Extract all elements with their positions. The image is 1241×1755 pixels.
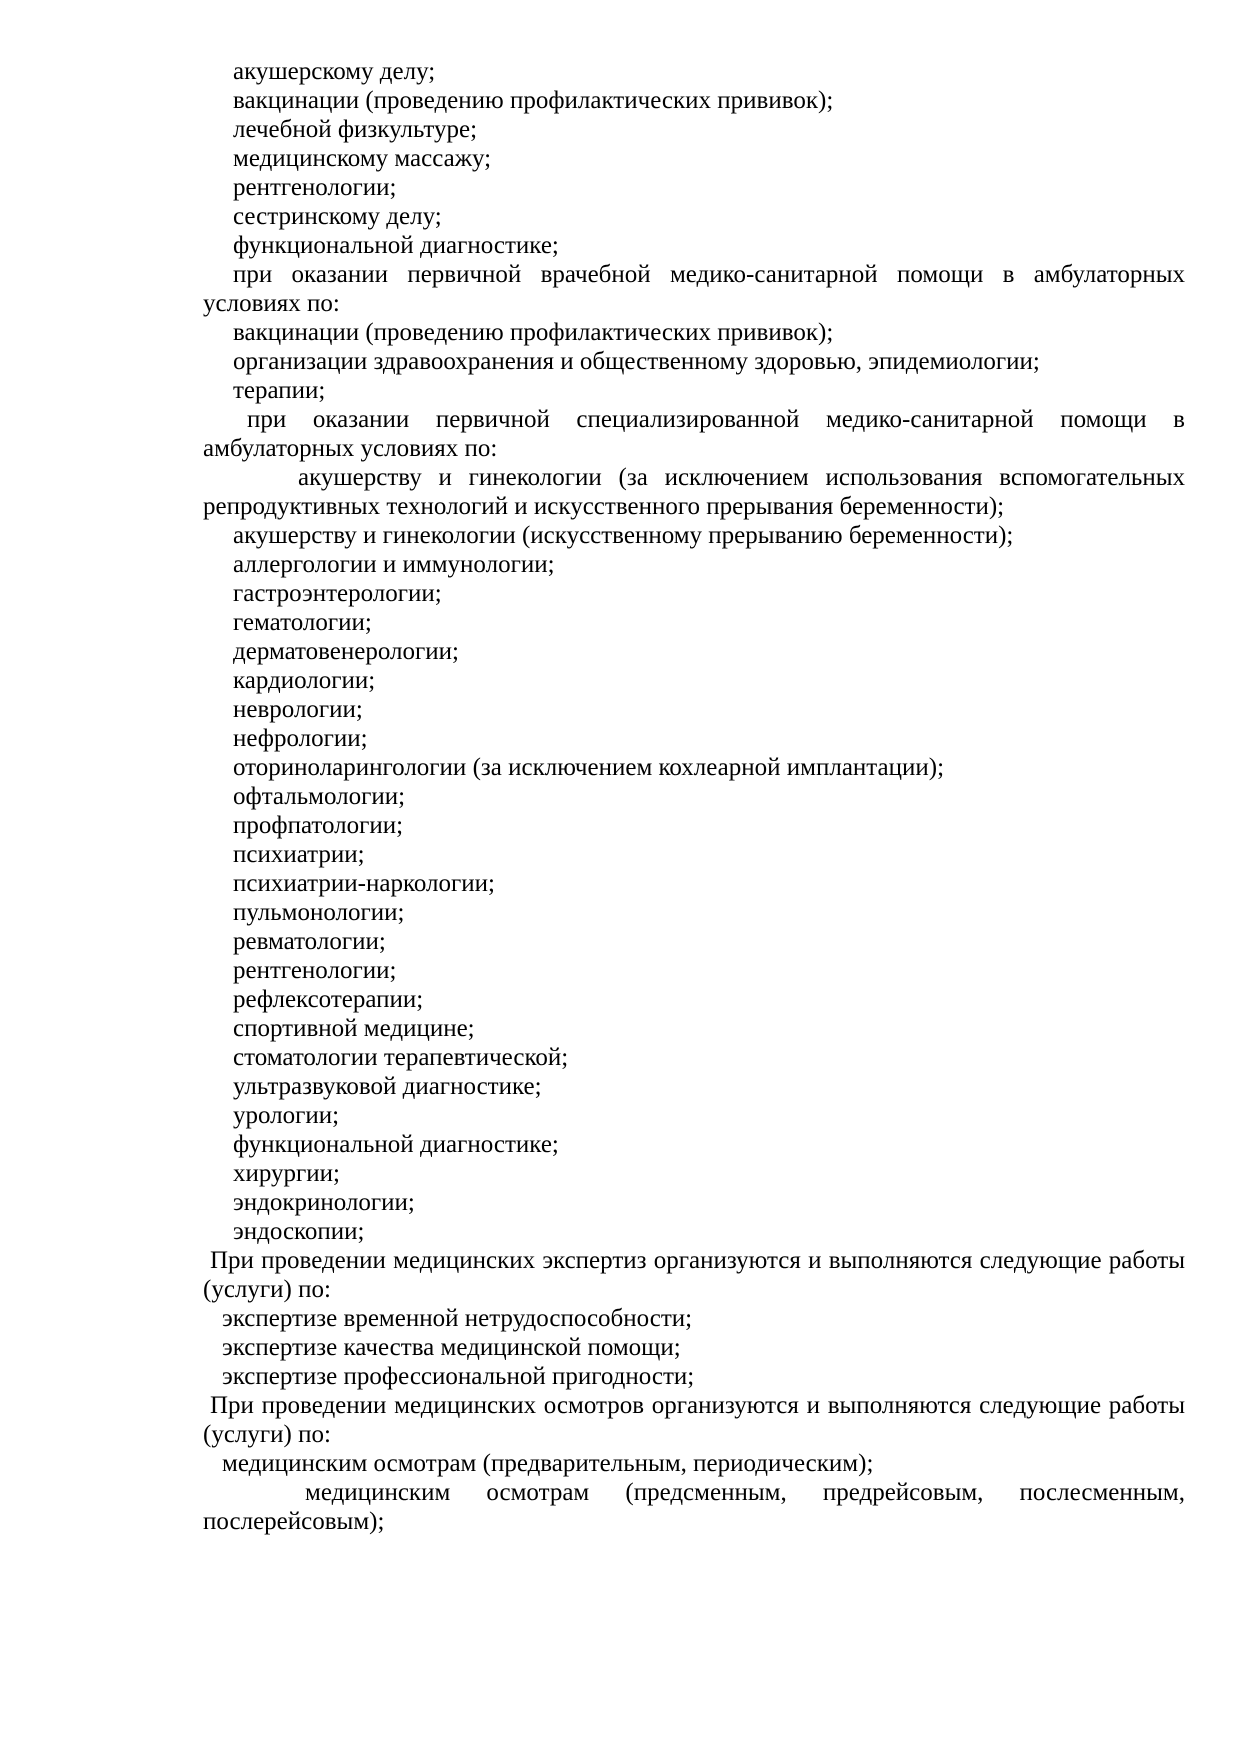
document-line: функциональной диагностике; [233, 232, 559, 259]
document-line: акушерству и гинекологии (искусственному прерыванию беременности); [233, 522, 1014, 549]
document-line: сестринскому делу; [233, 203, 442, 230]
document-line: офтальмологии; [233, 783, 406, 810]
document-line: аллергологии и иммунологии; [233, 551, 555, 578]
document-line: вакцинации (проведению профилактических прививок); [233, 87, 834, 114]
document-line: стоматологии терапевтической; [233, 1044, 569, 1071]
document-line: акушерскому делу; [233, 58, 436, 85]
document-line: организации здравоохранения и общественному здоровью, эпидемиологии; [233, 348, 1040, 375]
document-line: лечебной физкультуре; [233, 116, 478, 143]
document-line: нефрологии; [233, 725, 368, 752]
document-line: хирургии; [233, 1160, 341, 1187]
document-line: медицинскому массажу; [233, 145, 492, 172]
document-line: вакцинации (проведению профилактических прививок); [233, 319, 834, 346]
document-line: оториноларингологии (за исключением кохлеарной имплантации); [233, 754, 945, 781]
document-line: урологии; [233, 1102, 340, 1129]
document-line: ультразвуковой диагностике; [233, 1073, 542, 1100]
document-line: При проведении медицинских осмотров организуются и выполняются следующие работы (услуги) по: [203, 1392, 1185, 1448]
document-line: гастроэнтерологии; [233, 580, 442, 607]
document-line: экспертизе временной нетрудоспособности; [222, 1305, 693, 1332]
document-line: При проведении медицинских экспертиз организуются и выполняются следующие работы (услуги) по: [203, 1247, 1185, 1303]
document-line: эндоскопии; [233, 1218, 365, 1245]
document-line: экспертизе профессиональной пригодности; [222, 1363, 695, 1390]
document-line: экспертизе качества медицинской помощи; [222, 1334, 681, 1361]
document-line: рефлексотерапии; [233, 986, 424, 1013]
document-line: при оказании первичной врачебной медико-санитарной помощи в амбулаторных условиях по: [203, 261, 1185, 317]
document-line: функциональной диагностике; [233, 1131, 559, 1158]
document-line: ревматологии; [233, 928, 386, 955]
document-line: медицинским осмотрам (предварительным, периодическим); [222, 1450, 874, 1477]
document-line: гематологии; [233, 609, 372, 636]
document-line: терапии; [233, 377, 326, 404]
document-line: спортивной медицине; [233, 1015, 475, 1042]
document-line: медицинским осмотрам (предсменным, предрейсовым, послесменным, послерейсовым); [203, 1479, 1185, 1535]
document-line: эндокринологии; [233, 1189, 415, 1216]
document-line: при оказании первичной специализированной медико-санитарной помощи в амбулаторных условиях по: [203, 406, 1185, 462]
document-line: неврологии; [233, 696, 363, 723]
document-line: психиатрии-наркологии; [233, 870, 495, 897]
document-line: рентгенологии; [233, 957, 397, 984]
document-line: акушерству и гинекологии (за исключением использования вспомогательных репродуктивных технологий и искусственного прерывания беременности); [203, 464, 1185, 520]
document-line: кардиологии; [233, 667, 376, 694]
document-line: дерматовенерологии; [233, 638, 459, 665]
document-line: пульмонологии; [233, 899, 405, 926]
document-body [203, 57, 1185, 1536]
document-line: рентгенологии; [233, 174, 397, 201]
document-line: психиатрии; [233, 841, 365, 868]
document-line: профпатологии; [233, 812, 404, 839]
